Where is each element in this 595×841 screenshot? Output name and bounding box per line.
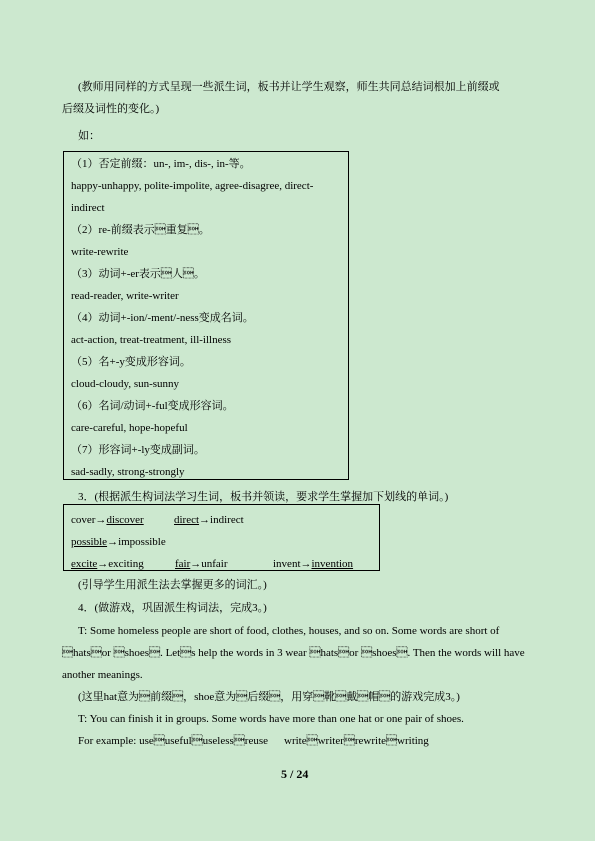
word-pair-fair: fair→unfair	[175, 558, 228, 570]
rule-line: （6）名词/动词+-ful变成形容词。	[71, 400, 234, 412]
page-number: 5 / 24	[281, 767, 309, 781]
hat-shoe-note: (这里hat意为前缀，shoe意为后缀，用穿靴戴帽的游戏完成3。)	[78, 691, 460, 703]
rule-line: （1）否定前缀：un-, im-, dis-, in-等。	[71, 158, 251, 170]
example-label: 如：	[78, 130, 100, 142]
teacher-line-1: T: Some homeless people are short of food, clothes, houses, and so on. Some words are short of	[78, 625, 500, 637]
rule-line: （5）名+-y变成形容词。	[71, 356, 191, 368]
rule-line: （7）形容词+-ly变成副词。	[71, 444, 205, 456]
teacher-line-2: hatsor shoes. Lets help the words in 3 wear hatsor shoes. Then the words will have	[62, 647, 525, 659]
step-4: 4．(做游戏，巩固派生构词法，完成3。)	[78, 602, 267, 614]
word-pair-possible: possible→impossible	[71, 536, 166, 548]
rule-line: happy-unhappy, polite-impolite, agree-disagree, direct-	[71, 180, 314, 192]
teacher-line-3: another meanings.	[62, 669, 143, 681]
rule-line: act-action, treat-treatment, ill-illness	[71, 334, 232, 346]
rule-line: care-careful, hope-hopeful	[71, 422, 188, 434]
guide-note: (引导学生用派生法去掌握更多的词汇。)	[78, 579, 267, 591]
rule-line: write-rewrite	[71, 246, 129, 258]
rule-line: cloud-cloudy, sun-sunny	[71, 378, 180, 390]
teacher-line-4: T: You can finish it in groups. Some words have more than one hat or one pair of shoes.	[78, 713, 464, 725]
intro-line-1: (教师用同样的方式呈现一些派生词，板书并让学生观察，师生共同总结词根加上前缀或	[78, 81, 500, 93]
word-pair-excite: excite→exciting	[71, 558, 144, 570]
rule-line: （2）re-前缀表示重复。	[71, 224, 210, 236]
rule-line: sad-sadly, strong-strongly	[71, 466, 185, 478]
word-pair-cover: cover→discover	[71, 514, 144, 526]
word-pair-invent: invent→invention	[273, 558, 354, 570]
word-pair-direct: direct→indirect	[174, 514, 244, 526]
rule-line: read-reader, write-writer	[71, 290, 179, 302]
rule-line: indirect	[71, 202, 105, 214]
rule-line: （3）动词+-er表示人。	[71, 268, 205, 280]
step-3: 3．(根据派生构词法学习生词，板书并领读，要求学生掌握加下划线的单词。)	[78, 491, 449, 503]
rules-box	[63, 151, 349, 480]
rule-line: （4）动词+-ion/-ment/-ness变成名词。	[71, 312, 254, 324]
intro-line-2: 后缀及词性的变化。)	[62, 103, 160, 115]
words-box	[63, 504, 380, 571]
example-line: For example: useusefuluselessreuse writewriterrewritewriting	[78, 735, 429, 747]
